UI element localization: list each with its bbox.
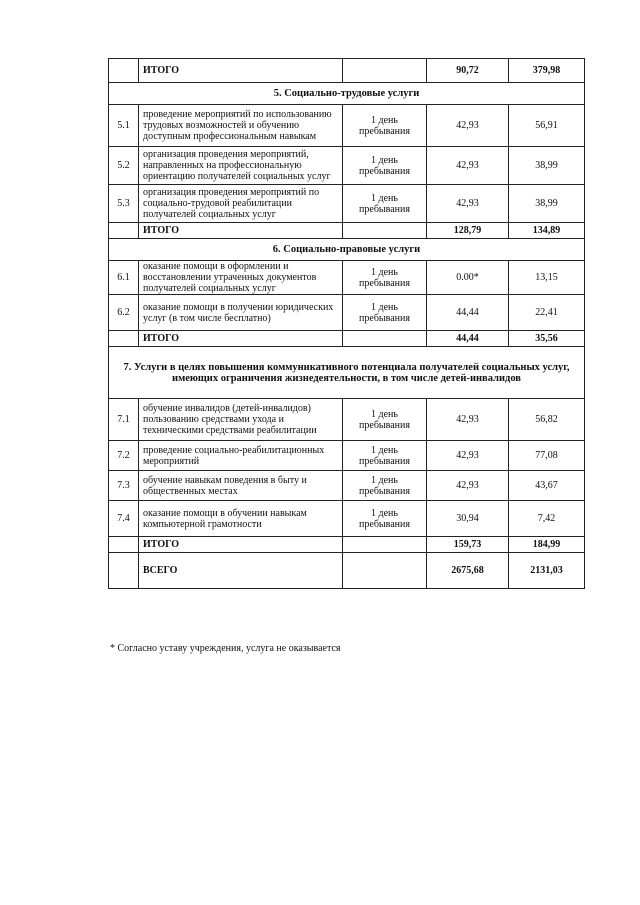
table-row [109, 185, 585, 223]
section-title: 5. Социально-трудовые услуги [109, 83, 585, 105]
service-name: организация проведения мероприятий по социально-трудовой реабилитации получателей социальных услуг [139, 185, 343, 223]
total-value-2: 379,98 [509, 59, 585, 83]
value-2: 13,15 [509, 261, 585, 295]
service-name: оказание помощи в получении юридических услуг (в том числе бесплатно) [139, 295, 343, 331]
value-2: 7,42 [509, 501, 585, 537]
value-1: 44,44 [427, 295, 509, 331]
total-value-1: 128,79 [427, 223, 509, 239]
value-2: 56,91 [509, 105, 585, 147]
footnote: * Согласно уставу учреждения, услуга не оказывается [110, 643, 341, 654]
service-unit: 1 день пребывания [343, 261, 427, 295]
table-row [109, 399, 585, 441]
service-name: обучение навыкам поведения в быту и общественных местах [139, 471, 343, 501]
value-1: 42,93 [427, 147, 509, 185]
table-row [109, 295, 585, 331]
total-value-2: 35,56 [509, 331, 585, 347]
total-unit-cell [343, 537, 427, 553]
service-name: проведение социально-реабилитационных мероприятий [139, 441, 343, 471]
service-unit: 1 день пребывания [343, 471, 427, 501]
service-unit: 1 день пребывания [343, 501, 427, 537]
total-value-2: 184,99 [509, 537, 585, 553]
section-header-row [109, 83, 585, 105]
total-unit-cell [343, 331, 427, 347]
service-unit: 1 день пребывания [343, 295, 427, 331]
total-value-1: 44,44 [427, 331, 509, 347]
row-number: 6.1 [109, 261, 139, 295]
value-1: 42,93 [427, 185, 509, 223]
service-unit: 1 день пребывания [343, 399, 427, 441]
value-1: 30,94 [427, 501, 509, 537]
service-unit: 1 день пребывания [343, 105, 427, 147]
total-label: ИТОГО [139, 59, 343, 83]
total-value-1: 90,72 [427, 59, 509, 83]
total-unit-cell [343, 59, 427, 83]
service-name: организация проведения мероприятий, направленных на профессиональную ориентацию получателей социальных услуг [139, 147, 343, 185]
total-num-cell [109, 59, 139, 83]
value-1: 0.00* [427, 261, 509, 295]
total-value-1: 159,73 [427, 537, 509, 553]
value-1: 42,93 [427, 105, 509, 147]
total-num-cell [109, 223, 139, 239]
total-label: ВСЕГО [139, 553, 343, 589]
grand-total-row [109, 553, 585, 589]
total-label: ИТОГО [139, 223, 343, 239]
service-name: оказание помощи в оформлении и восстановлении утраченных документов получателей социальных услуг [139, 261, 343, 295]
table-row [109, 105, 585, 147]
service-unit: 1 день пребывания [343, 441, 427, 471]
row-number: 7.1 [109, 399, 139, 441]
value-1: 42,93 [427, 441, 509, 471]
value-1: 42,93 [427, 399, 509, 441]
section-total-row [109, 537, 585, 553]
row-number: 5.3 [109, 185, 139, 223]
value-1: 42,93 [427, 471, 509, 501]
total-value-1: 2675,68 [427, 553, 509, 589]
service-name: обучение инвалидов (детей-инвалидов) пользованию средствами ухода и техническими средствами реабилитации [139, 399, 343, 441]
service-name: проведение мероприятий по использованию трудовых возможностей и обучению доступным профессиональным навыкам [139, 105, 343, 147]
value-2: 38,99 [509, 185, 585, 223]
value-2: 22,41 [509, 295, 585, 331]
services-table [108, 58, 585, 589]
table-row [109, 261, 585, 295]
section-title: 6. Социально-правовые услуги [109, 239, 585, 261]
value-2: 43,67 [509, 471, 585, 501]
row-number: 7.2 [109, 441, 139, 471]
table-row [109, 147, 585, 185]
total-num-cell [109, 331, 139, 347]
value-2: 56,82 [509, 399, 585, 441]
section-header-row [109, 239, 585, 261]
total-unit-cell [343, 553, 427, 589]
row-number: 7.4 [109, 501, 139, 537]
total-label: ИТОГО [139, 537, 343, 553]
table-row [109, 441, 585, 471]
table-row [109, 501, 585, 537]
section-header-row [109, 347, 585, 399]
section-total-row [109, 223, 585, 239]
row-number: 5.2 [109, 147, 139, 185]
row-number: 5.1 [109, 105, 139, 147]
service-unit: 1 день пребывания [343, 185, 427, 223]
service-name: оказание помощи в обучении навыкам компьютерной грамотности [139, 501, 343, 537]
total-unit-cell [343, 223, 427, 239]
total-num-cell [109, 537, 139, 553]
table-row [109, 471, 585, 501]
value-2: 38,99 [509, 147, 585, 185]
section-total-row [109, 331, 585, 347]
total-value-2: 2131,03 [509, 553, 585, 589]
row-number: 7.3 [109, 471, 139, 501]
value-2: 77,08 [509, 441, 585, 471]
section-title: 7. Услуги в целях повышения коммуникативного потенциала получателей социальных услуг, имеющих ограничения жизнедеятельности, в том числе детей-инвалидов [109, 347, 585, 399]
service-unit: 1 день пребывания [343, 147, 427, 185]
top-total-row [109, 59, 585, 83]
row-number: 6.2 [109, 295, 139, 331]
total-value-2: 134,89 [509, 223, 585, 239]
total-label: ИТОГО [139, 331, 343, 347]
total-num-cell [109, 553, 139, 589]
